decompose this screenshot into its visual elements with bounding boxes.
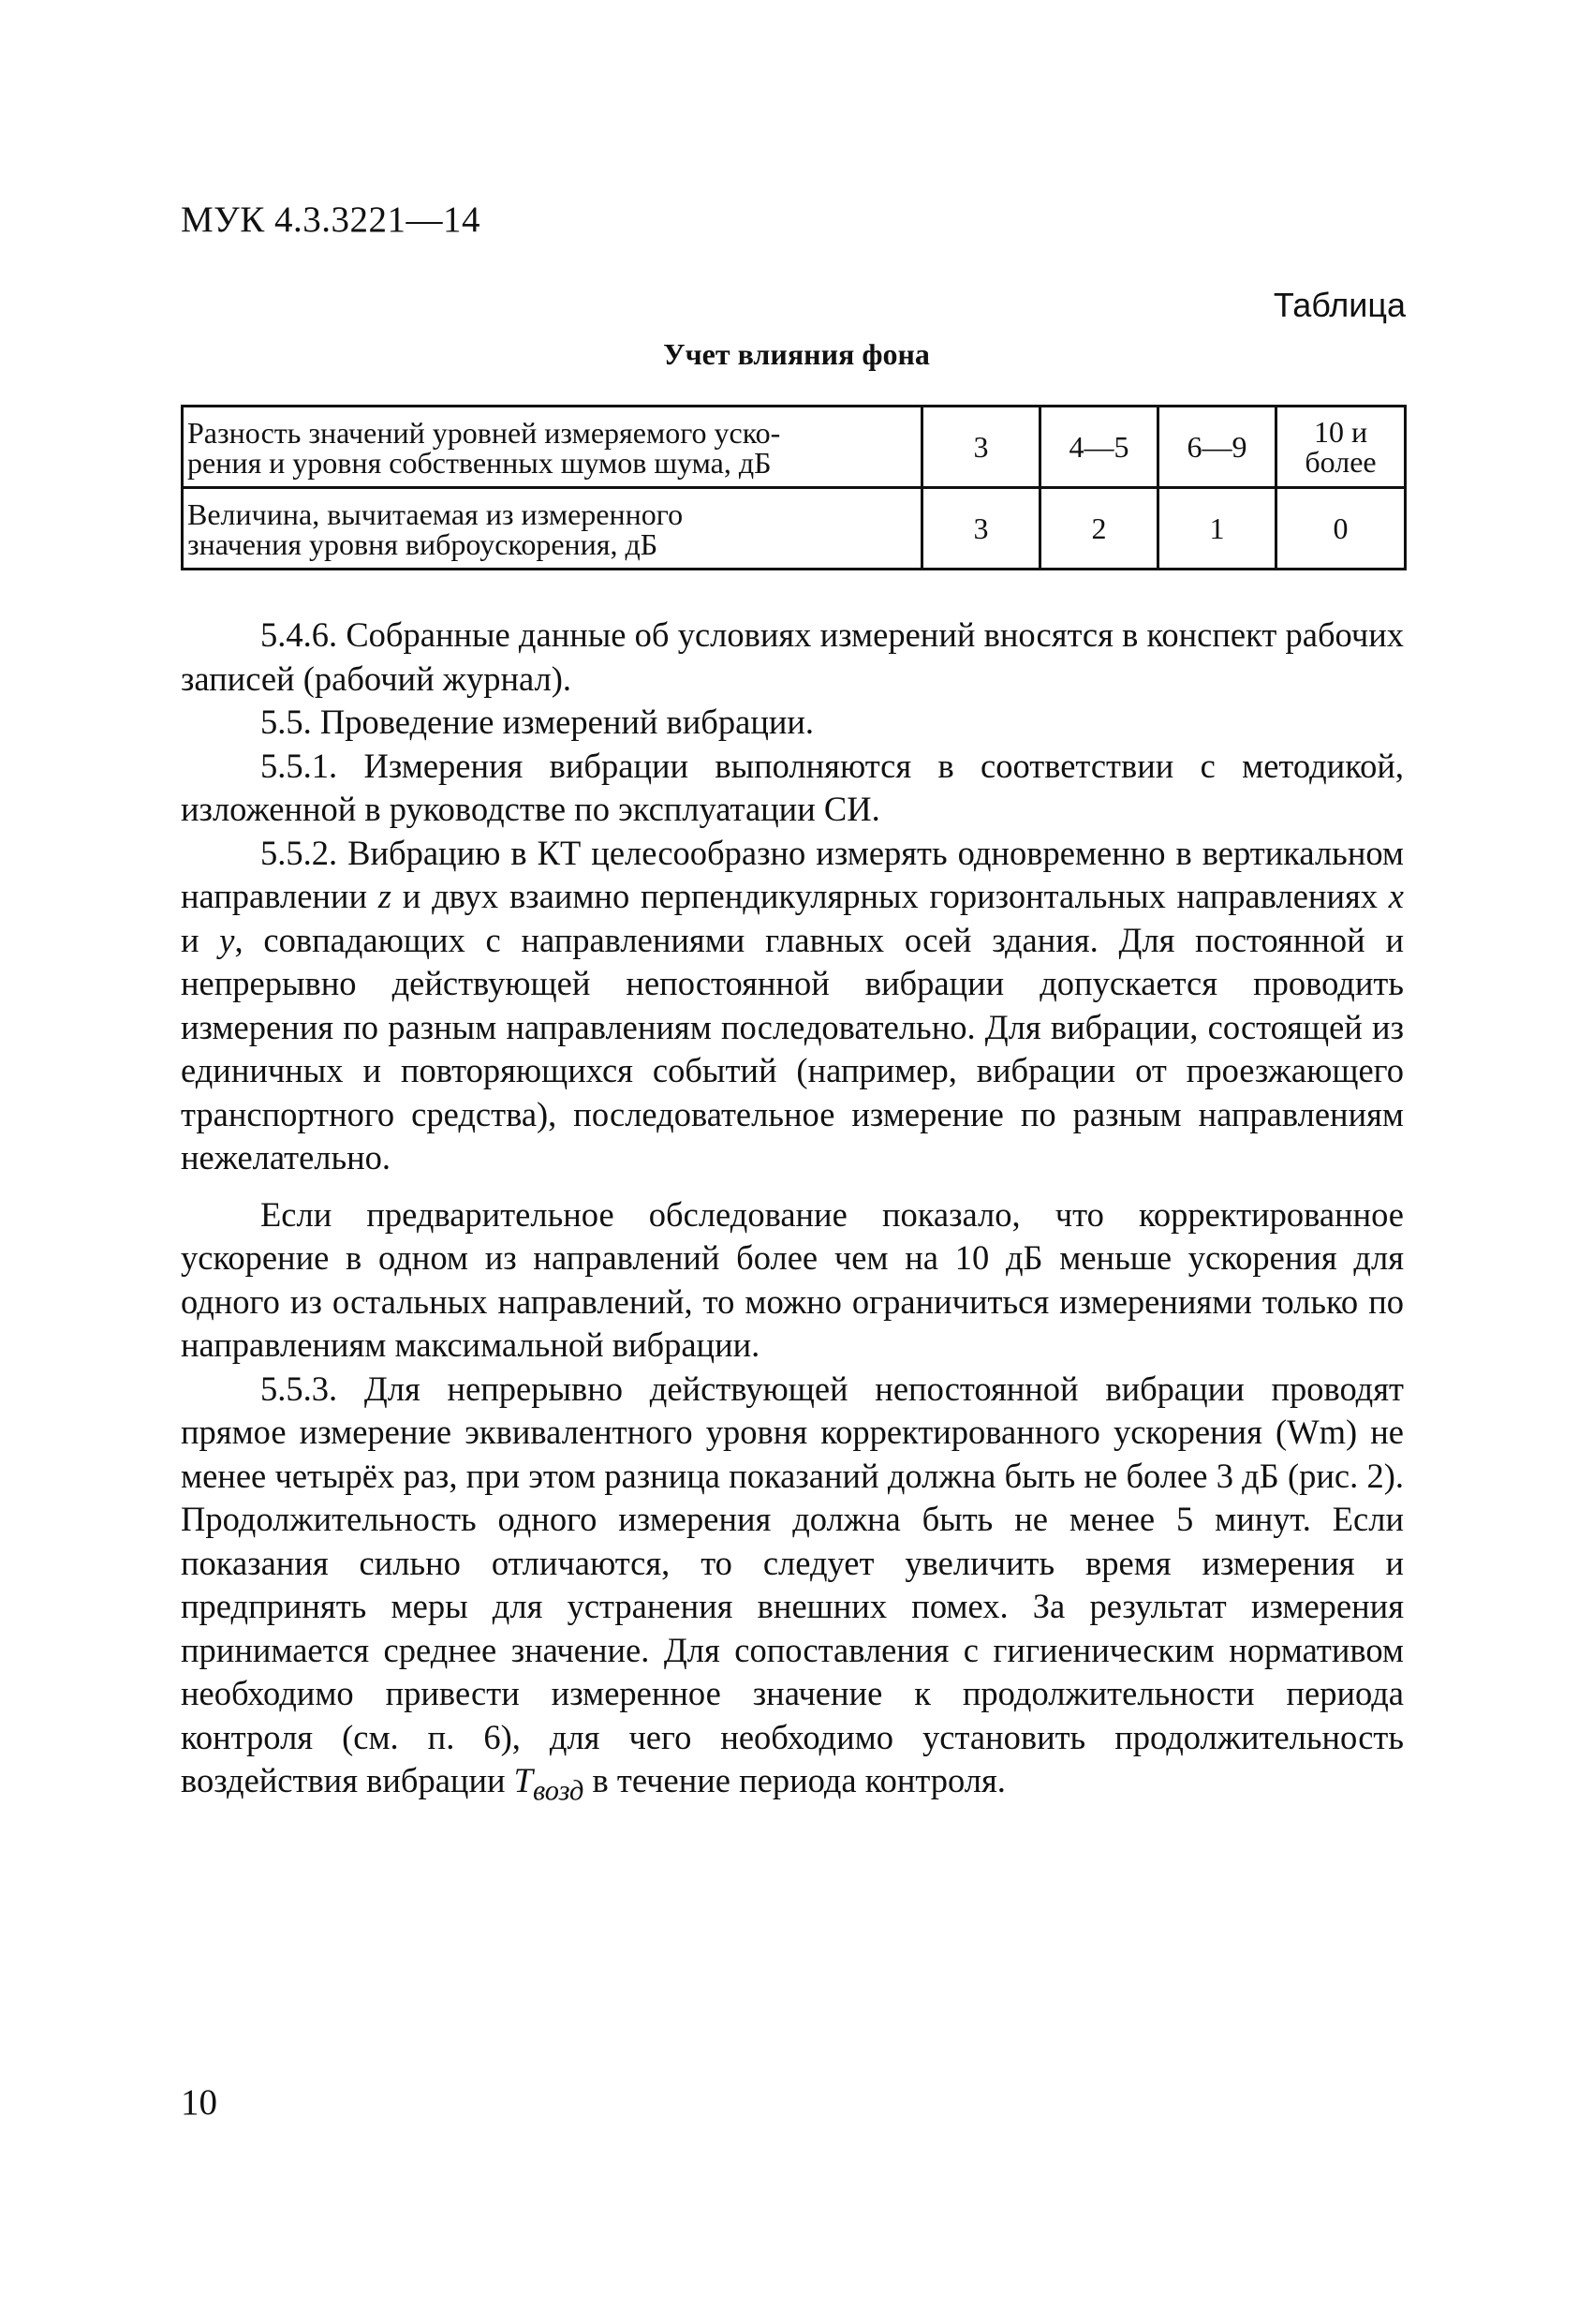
table-cell: 1: [1158, 488, 1276, 570]
body-text: [181, 614, 1404, 1813]
text-span: и: [181, 920, 220, 959]
paragraph-5-5-2: [181, 832, 1404, 1180]
symbol-t: T: [513, 1761, 533, 1799]
table-cell: 3: [922, 488, 1040, 570]
table-title: Учет влияния фона: [663, 337, 930, 371]
text-span: 5.5.3. Для непрерывно действующей непостоянной вибрации проводят прямое измерение эквивалентного уровня корректированного ускорения (Wm) не менее четырёх раз, при этом разница показаний должна быть не более 3 дБ (рис. 2). Продолжительность одного измерения должна быть не менее 5 минут. Если показания сильно отличаются, то следует увеличить время измерения и предпринять меры для устранения внешних помех. За результат измерения принимается среднее значение. Для сопоставления с гигиеническим нормативом необходимо привести измеренное значение к продолжительности периода контроля (см. п. 6), для чего необходимо установить продолжительность воздействия вибрации: [181, 1369, 1404, 1799]
table-cell: [1276, 407, 1406, 488]
text-span: и двух взаимно перпендикулярных горизонтальных направлениях: [391, 877, 1389, 915]
axis-y: y: [219, 920, 235, 959]
paragraph-condition: Если предварительное обследование показало, что корректированное ускорение в одном из направлений более чем на 10 дБ меньше ускорения для одного из остальных направлений, то можно ограничиться измерениями только по направлениям максимальной вибрации.: [181, 1194, 1404, 1364]
paragraph-5-5-3: [181, 1368, 1404, 1813]
cell-line: 10 и: [1313, 415, 1368, 449]
row-label-line: рения и уровня собственных шумов шума, дБ: [187, 446, 772, 480]
table-cell: 3: [922, 407, 1040, 488]
symbol-t-subscript: возд: [532, 1774, 584, 1807]
text-span: 5.5.2. Вибрацию в КТ целесообразно измерять одновременно в вертикальном направлении: [181, 833, 1404, 915]
table-row-header: [183, 407, 922, 488]
cell-line: более: [1305, 445, 1377, 479]
table-cell: 4—5: [1040, 407, 1158, 488]
table-cell: 6—9: [1158, 407, 1276, 488]
table-cell: 2: [1040, 488, 1158, 570]
axis-x: x: [1388, 877, 1404, 915]
table-row: [183, 488, 1406, 570]
paragraph-5-5: 5.5. Проведение измерений вибрации.: [260, 703, 815, 741]
table-label: Таблица: [1273, 286, 1406, 324]
paragraph-5-4-6: 5.4.6. Собранные данные об условиях измерений вносятся в конспект рабочих записей (рабочий журнал).: [181, 615, 1404, 698]
axis-z: z: [377, 877, 392, 915]
table-row-header: [183, 488, 922, 570]
table-row: [183, 407, 1406, 488]
row-label-line: Величина, вычитаемая из измеренного: [187, 497, 684, 531]
text-span: , совпадающих с направлениями главных осей здания. Для постоянной и непрерывно действующей непостоянной вибрации допускается проводить измерения по разным направлениям последовательно. Для вибрации, состоящей из единичных и повторяющихся событий (например, вибрации от проезжающего транспортного средства), последовательное измерение по разным направлениям нежелательно.: [181, 920, 1404, 1177]
page-number: 10: [181, 2082, 217, 2123]
text-span: в течение периода контроля.: [583, 1761, 1006, 1799]
row-label-line: Разность значений уровней измеряемого уско-: [187, 416, 781, 450]
document-code: МУК 4.3.3221—14: [181, 200, 481, 240]
paragraph-5-5-1: 5.5.1. Измерения вибрации выполняются в соответствии с методикой, изложенной в руководстве по эксплуатации СИ.: [181, 746, 1404, 828]
row-label-line: значения уровня виброускорения, дБ: [187, 527, 658, 561]
table-cell: 0: [1276, 488, 1406, 570]
background-table: [181, 405, 1404, 570]
